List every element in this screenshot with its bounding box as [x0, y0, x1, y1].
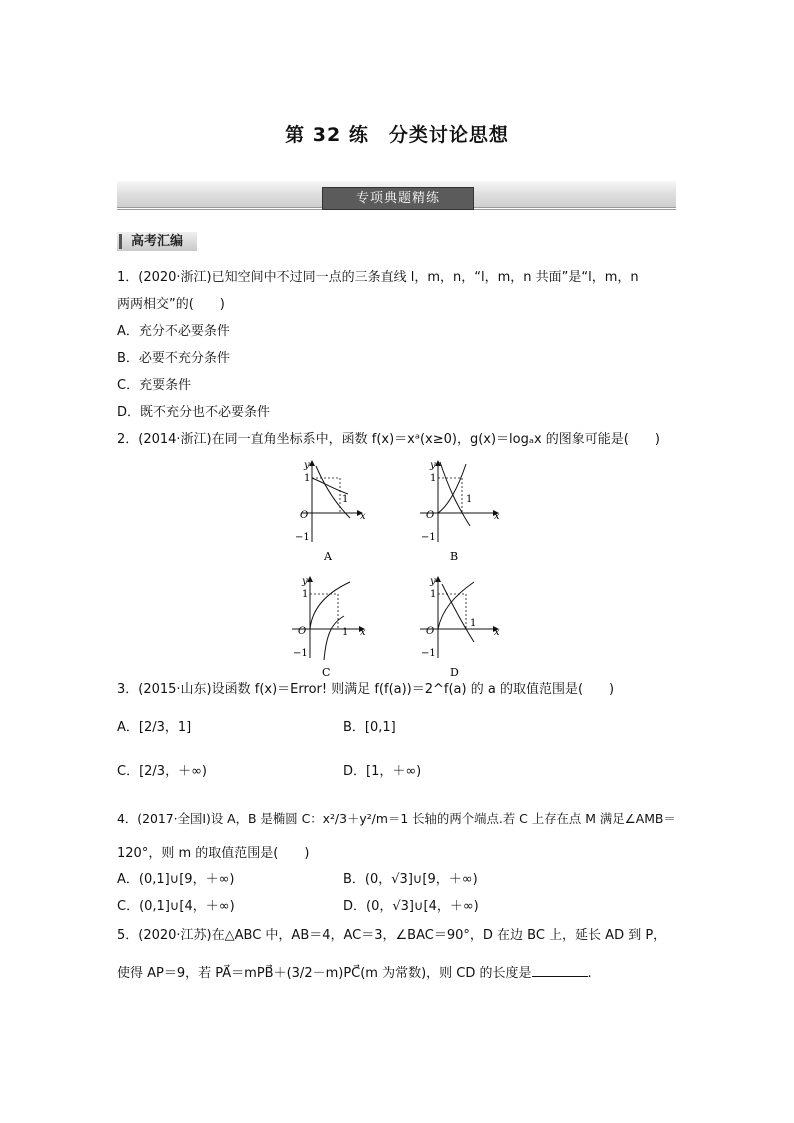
q3-option-d: D．[1，＋∞)	[343, 764, 422, 779]
q4-option-a: A．(0,1]∪[9，＋∞)	[117, 872, 235, 887]
q5-stem-line2-end: .	[587, 966, 592, 981]
graph-a-tick-neg-one: −1	[295, 532, 310, 543]
graph-b-tick-x-one: 1	[466, 494, 473, 505]
section-tag-label: 高考汇编	[131, 234, 184, 249]
q1-option-b: B．必要不充分条件	[117, 351, 230, 366]
graph-d-origin: O	[426, 626, 435, 637]
q2-stem: 2．(2014·浙江)在同一直角坐标系中，函数 f(x)＝xᵃ(x≥0)，g(x)＝logₐx 的图象可能是( )	[117, 432, 660, 447]
graph-b-caption: B	[450, 550, 459, 563]
graph-b-power-curve	[438, 464, 466, 513]
graph-b-x-label: x	[494, 511, 500, 522]
section-banner	[117, 181, 676, 211]
graph-a-log-curve	[316, 466, 350, 518]
graph-a-x-label: x	[360, 511, 366, 522]
graph-c	[292, 576, 366, 679]
q4-stem-line2: 120°，则 m 的取值范围是( )	[117, 846, 310, 861]
graph-c-tick-one: 1	[302, 589, 309, 600]
graph-d	[420, 576, 500, 679]
graph-c-power-curve	[310, 582, 350, 629]
q4-option-b: B．(0，√3]∪[9，＋∞)	[343, 872, 478, 887]
graph-d-x-label: x	[494, 627, 500, 638]
q4-option-c: C．(0,1]∪[4，＋∞)	[117, 899, 235, 914]
graph-d-y-label: y	[430, 576, 436, 587]
q5-stem-line2: 使得 AP＝9，若 PA⃗＝mPB⃗＋(3/2－m)PC⃗(m 为常数)，则 CD 的长度是	[117, 966, 532, 981]
graph-d-tick-x-one: 1	[470, 618, 477, 629]
graph-c-caption: C	[322, 666, 331, 679]
page-title: 第 32 练 分类讨论思想	[285, 124, 509, 146]
graph-c-x-label: x	[360, 627, 366, 638]
graph-a-caption: A	[324, 550, 332, 563]
graph-d-power-curve	[438, 582, 477, 629]
graph-c-origin: O	[298, 626, 307, 637]
graph-a-power-curve	[312, 478, 348, 494]
q5-stem-line2-wrap	[117, 963, 592, 982]
q1-option-d: D．既不充分也不必要条件	[117, 405, 271, 420]
q4-stem-line1: 4．(2017·全国Ⅰ)设 A，B 是椭圆 C：x²/3＋y²/m＝1 长轴的两个端点.若 C 上存在点 M 满足∠AMB＝	[117, 811, 676, 826]
graph-b-y-label: y	[430, 460, 436, 471]
graph-c-tick-neg-one: −1	[293, 648, 308, 659]
graph-d-tick-neg-one: −1	[421, 648, 436, 659]
graph-d-log-curve	[442, 584, 477, 642]
graph-a-tick-x-one: 1	[342, 494, 349, 505]
graph-a	[295, 460, 366, 563]
q3-option-c: C．[2/3，＋∞)	[117, 764, 207, 779]
graph-d-tick-one: 1	[430, 589, 437, 600]
graph-c-y-label: y	[302, 576, 308, 587]
q2-graph-options	[280, 456, 520, 682]
q1-option-c: C．充要条件	[117, 378, 192, 393]
graph-b-origin: O	[426, 510, 435, 521]
q3-option-b: B．[0,1]	[343, 720, 396, 735]
section-tag	[117, 232, 197, 251]
graph-b-tick-one: 1	[430, 473, 437, 484]
graph-b	[420, 460, 500, 563]
banner-label: 专项典题精练	[322, 187, 474, 210]
graph-a-tick-one: 1	[304, 473, 311, 484]
graph-c-log-curve	[324, 616, 344, 660]
section-tag-bar	[119, 234, 122, 249]
q1-stem-line1: 1．(2020·浙江)已知空间中不过同一点的三条直线 l，m，n，“l，m，n 共面”是“l，m，n	[117, 270, 639, 285]
graph-c-tick-x-one: 1	[342, 627, 349, 638]
q5-answer-blank[interactable]	[532, 963, 588, 977]
graph-b-tick-neg-one: −1	[421, 532, 436, 543]
q5-stem-line1: 5．(2020·江苏)在△ABC 中，AB＝4，AC＝3，∠BAC＝90°，D 在边 BC 上，延长 AD 到 P，	[117, 928, 667, 943]
q3-stem: 3．(2015·山东)设函数 f(x)＝Error! 则满足 f(f(a))＝2^f(a) 的 a 的取值范围是( )	[117, 682, 615, 697]
q1-stem-line2: 两两相交”的( )	[117, 297, 225, 312]
graph-a-y-label: y	[304, 460, 310, 471]
q1-option-a: A．充分不必要条件	[117, 324, 230, 339]
graph-d-caption: D	[450, 666, 459, 679]
q4-option-d: D．(0，√3]∪[4，＋∞)	[343, 899, 479, 914]
graph-a-origin: O	[300, 510, 309, 521]
q3-option-a: A．[2/3，1]	[117, 720, 192, 735]
